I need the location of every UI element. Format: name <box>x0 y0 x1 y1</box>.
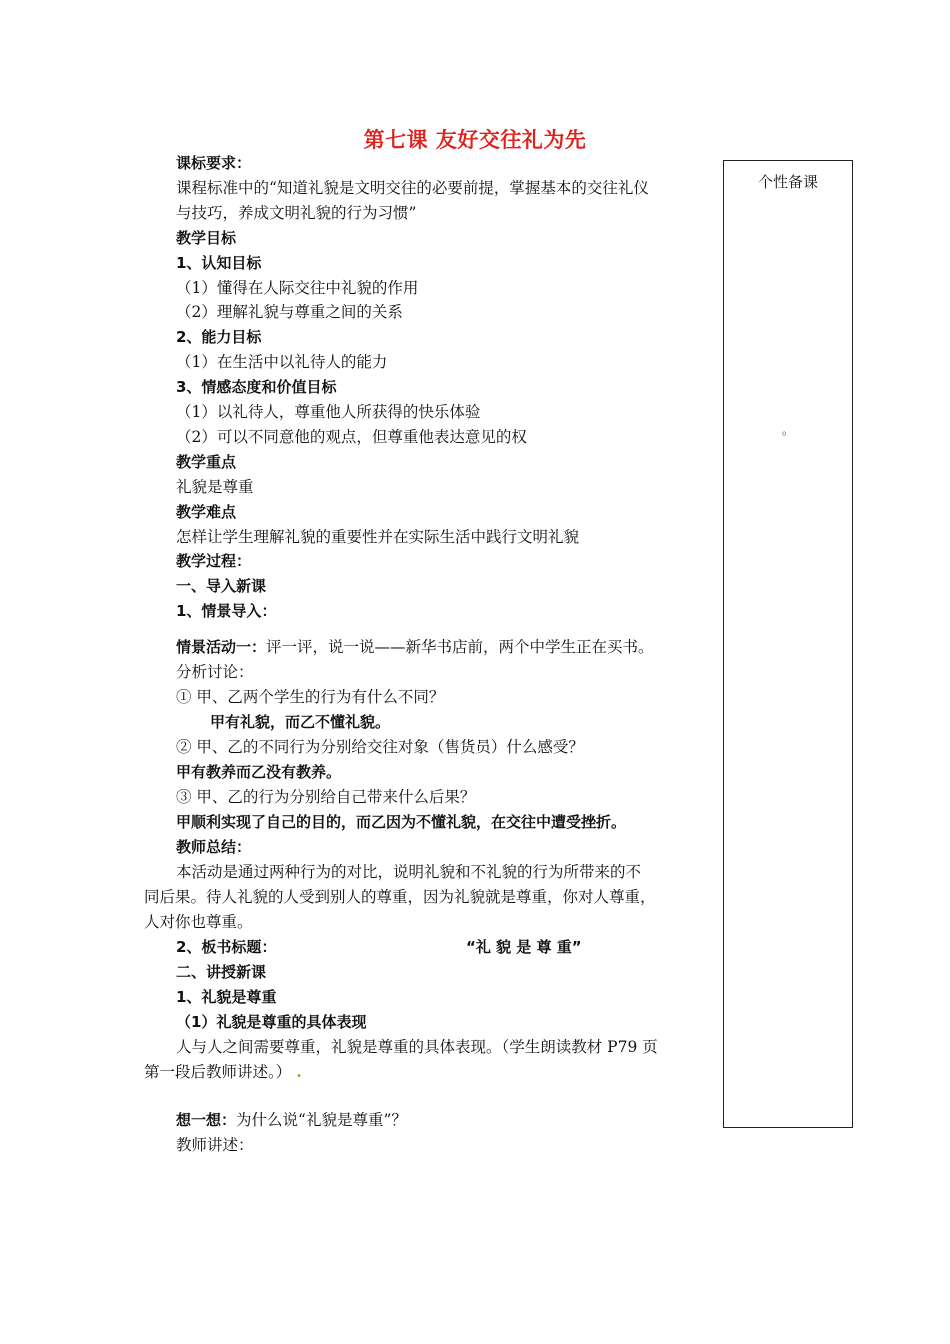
section-2-1-1: （1）礼貌是尊重的具体表现 <box>176 1013 367 1031</box>
body-line: 教学难点 <box>176 502 237 521</box>
scene-label: 情景活动一： <box>176 638 267 656</box>
paragraph-line-1: 人与人之间需要尊重，礼貌是尊重的具体表现。（学生朗读教材 P79 页 <box>176 1038 658 1056</box>
body-line: 怎样让学生理解礼貌的重要性并在实际生活中践行文明礼貌 <box>176 527 580 546</box>
body-line: 课程标准中的“知道礼貌是文明交往的必要前提，掌握基本的交往礼仪 <box>176 178 649 197</box>
discuss-label: 分析讨论： <box>176 663 254 681</box>
section-2-1: 1、礼貌是尊重 <box>176 988 277 1006</box>
body-line: 3、情感态度和价值目标 <box>176 378 337 397</box>
body-line: （2）理解礼貌与尊重之间的关系 <box>176 303 403 322</box>
board-label: 2、板书标题： <box>176 938 277 956</box>
scene-activity <box>176 637 654 657</box>
body-line: （1）在生活中以礼待人的能力 <box>176 353 388 372</box>
body-line: 与技巧，养成文明礼貌的行为习惯” <box>176 203 417 222</box>
paragraph-line-2-text: 第一段后教师讲述。） <box>144 1063 292 1081</box>
board-title: “礼 貌 是 尊 重” <box>466 938 582 956</box>
body-line: 一、导入新课 <box>176 577 267 596</box>
body-line: 2、能力目标 <box>176 328 262 347</box>
think-line <box>176 1110 407 1130</box>
think-text: 为什么说“礼貌是尊重”？ <box>236 1111 407 1129</box>
question-1: ① 甲、乙两个学生的行为有什么不同？ <box>176 688 445 706</box>
answer-1: 甲有礼貌，而乙不懂礼貌。 <box>210 713 391 731</box>
scene-text: 评一评，说一说——新华书店前，两个中学生正在买书。 <box>266 638 654 656</box>
body-line: （2）可以不同意他的观点，但尊重他表达意见的权 <box>176 427 527 446</box>
summary-label: 教师总结： <box>176 838 252 856</box>
personal-prep-box <box>723 160 853 1128</box>
paragraph-line-2 <box>144 1062 302 1082</box>
green-mark: . <box>296 1062 302 1081</box>
teacher-say: 教师讲述： <box>176 1136 254 1154</box>
answer-3: 甲顺利实现了自己的目的，而乙因为不懂礼貌，在交往中遭受挫折。 <box>176 813 627 831</box>
think-label: 想一想： <box>176 1111 237 1129</box>
body-line: 1、认知目标 <box>176 253 262 272</box>
question-2: ② 甲、乙的不同行为分别给交往对象（售货员）什么感受？ <box>176 738 584 756</box>
summary-line-2: 同后果。待人礼貌的人受到别人的尊重，因为礼貌就是尊重，你对人尊重， <box>144 888 656 906</box>
summary-line-3: 人对你也尊重。 <box>144 913 253 931</box>
question-3: ③ 甲、乙的行为分别给自己带来什么后果？ <box>176 788 476 806</box>
body-line: 礼貌是尊重 <box>176 477 254 496</box>
body-line: 1、情景导入： <box>176 602 277 621</box>
body-line: 课标要求： <box>176 154 252 172</box>
body-line: 教学过程： <box>176 552 252 571</box>
answer-2: 甲有教养而乙没有教养。 <box>176 763 342 781</box>
lesson-title: 第七课 友好交往礼为先 <box>363 128 587 152</box>
body-line: 教学目标 <box>176 228 237 247</box>
body-line: （1）以礼待人，尊重他人所获得的快乐体验 <box>176 403 481 421</box>
body-line: （1）懂得在人际交往中礼貌的作用 <box>176 278 419 297</box>
body-line: 教学重点 <box>176 452 237 471</box>
side-box-title: 个性备课 <box>757 173 818 191</box>
section-2-heading: 二、讲授新课 <box>176 963 267 981</box>
summary-line-1: 本活动是通过两种行为的对比，说明礼貌和不礼貌的行为所带来的不 <box>176 863 642 881</box>
side-box-mark: 。 <box>782 423 795 437</box>
